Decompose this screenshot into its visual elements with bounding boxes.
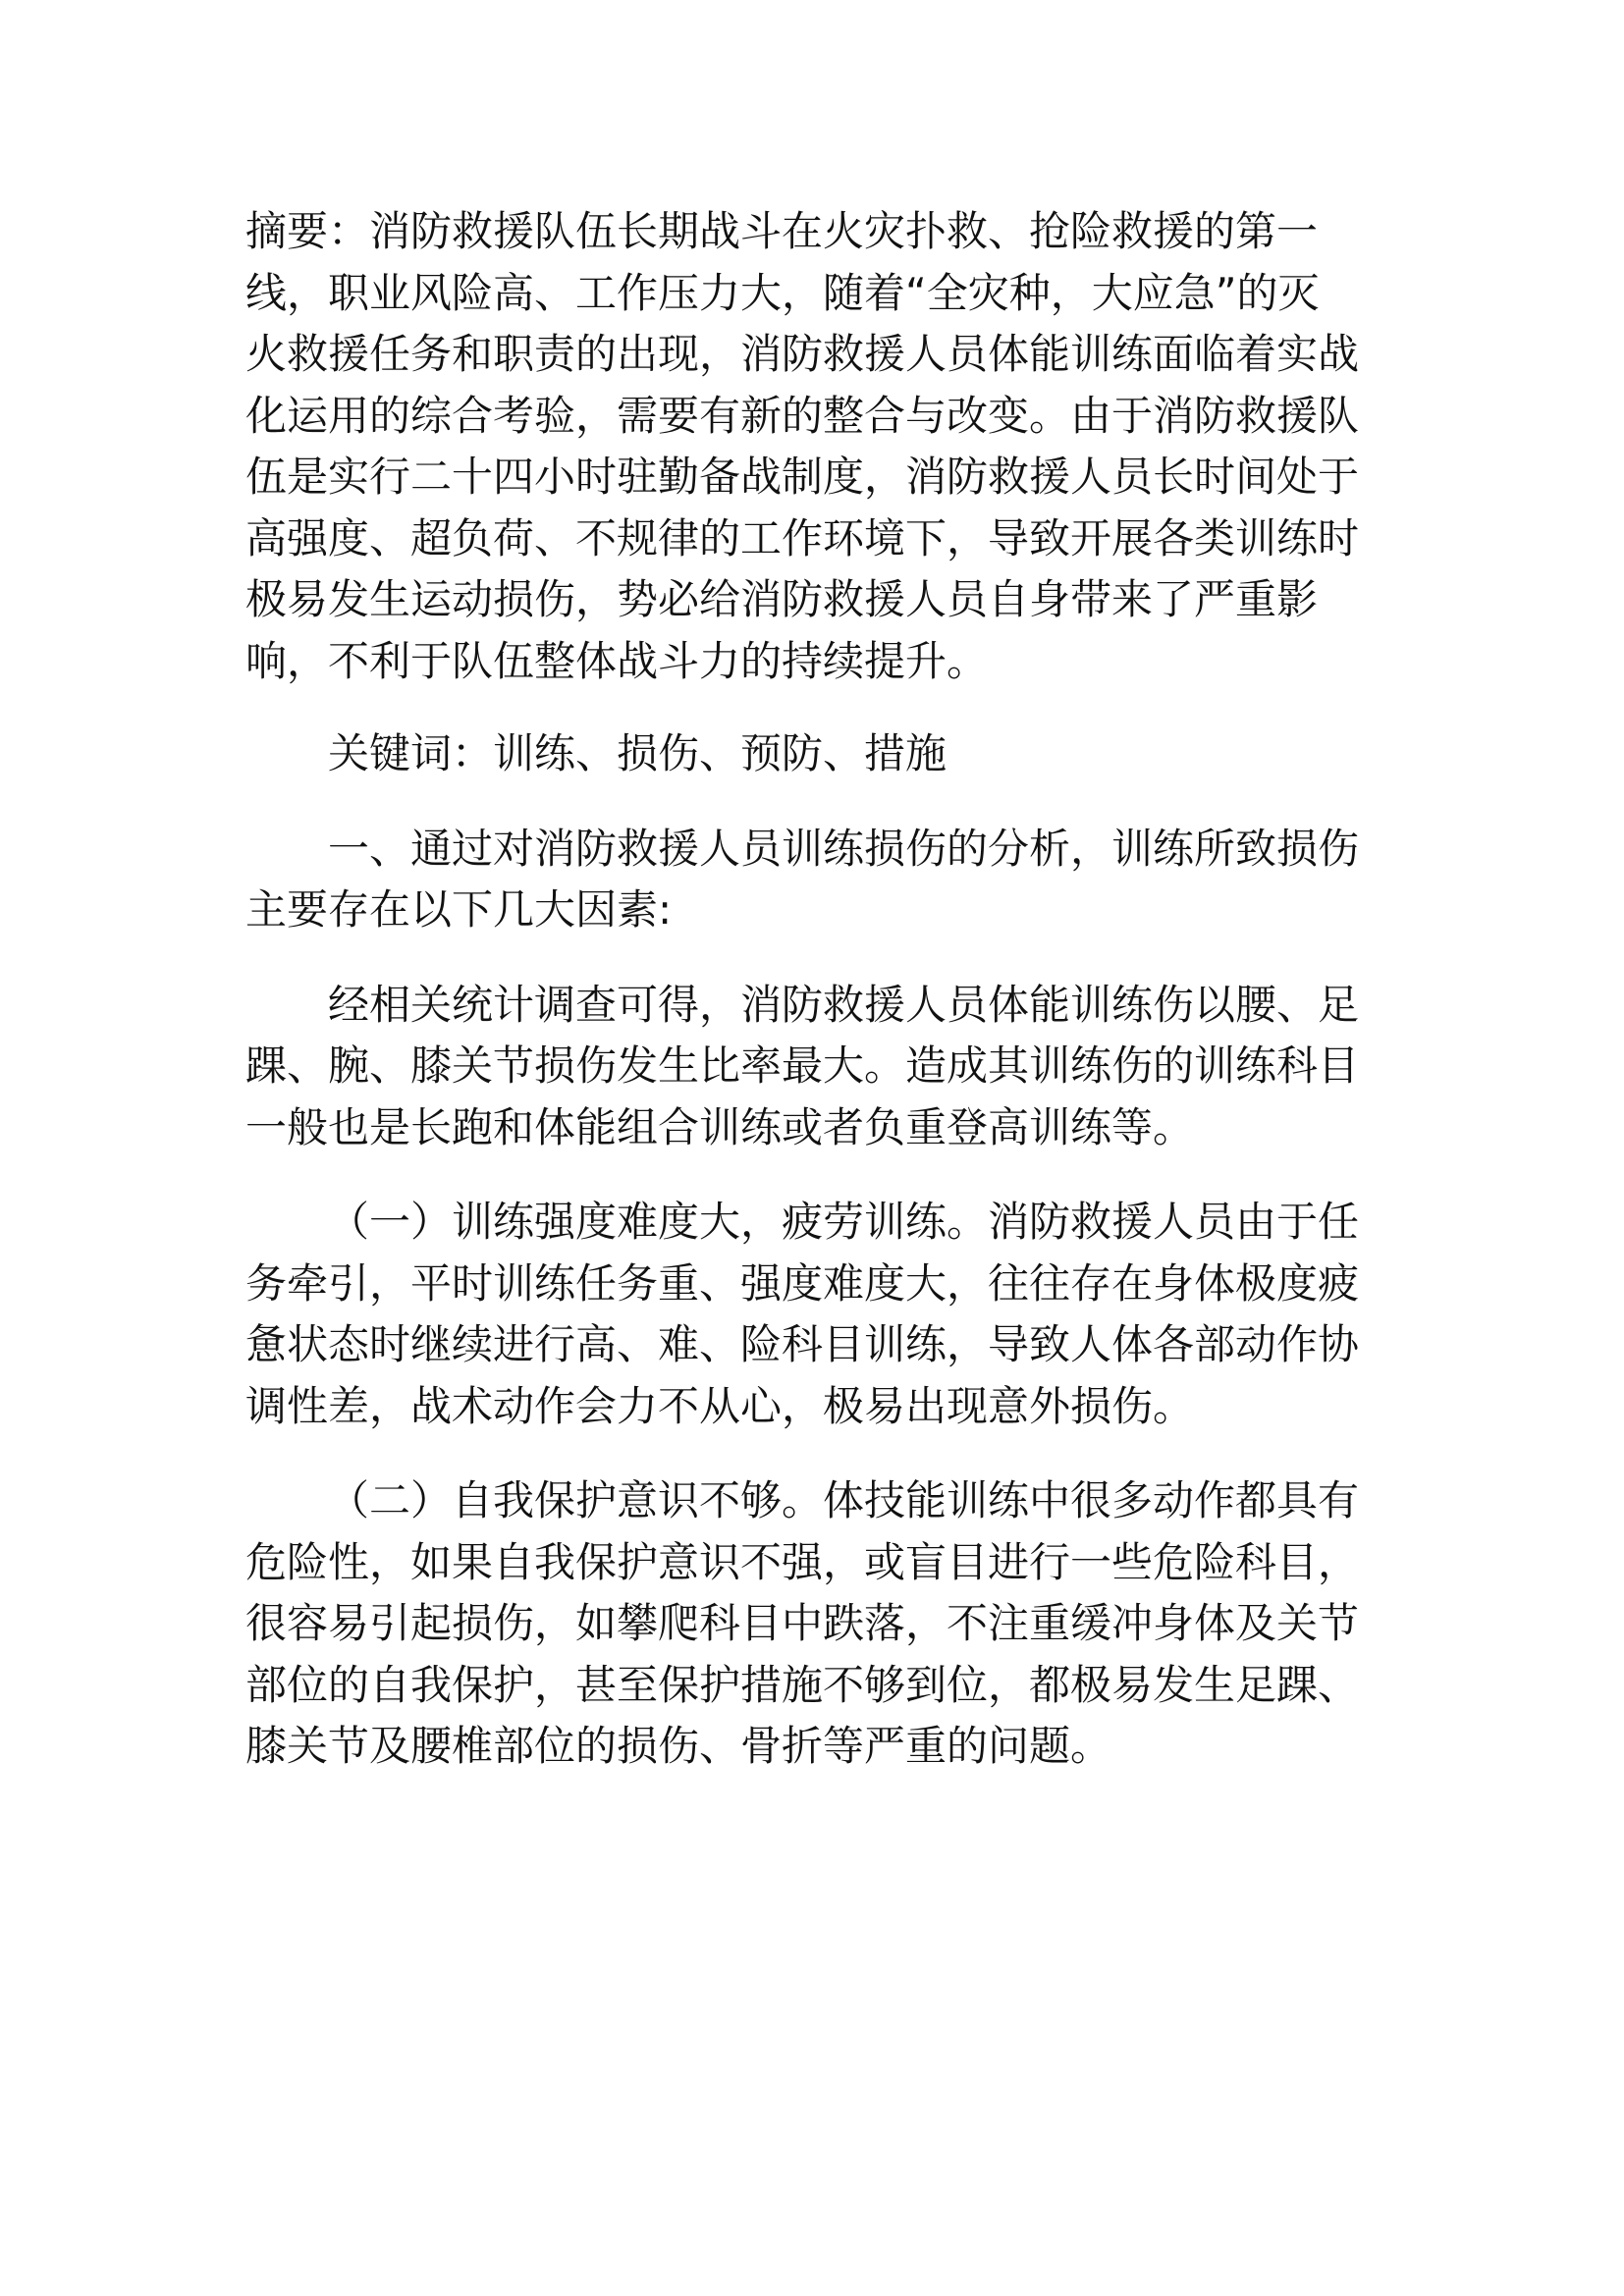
keywords-paragraph: 关键词：训练、损伤、预防、措施	[328, 729, 947, 777]
document-body	[245, 201, 1360, 1778]
section-heading: 一、通过对消防救援人员训练损伤的分析，训练所致损伤主要存在以下几大因素:	[245, 824, 1360, 934]
abstract-paragraph: 摘要：消防救援队伍长期战斗在火灾扑救、抢险救援的第一线，职业风险高、工作压力大，随着“全灾种，大应急”的灭火救援任务和职责的出现，消防救援人员体能训练面临着实战化运用的综合考验，需要有新的整合与改变。由于消防救援队伍是实行二十四小时驻勤备战制度，消防救援人员长时间处于高强度、超负荷、不规律的工作环境下，导致开展各类训练时极易发生运动损伤，势必给消防救援人员自身带来了严重影响，不利于队伍整体战斗力的持续提升。	[245, 207, 1360, 685]
list-item-paragraph: （二）自我保护意识不够。体技能训练中很多动作都具有危险性，如果自我保护意识不强，或盲目进行一些危险科目，很容易引起损伤，如攀爬科目中跌落，不注重缓冲身体及关节部位的自我保护，甚至保护措施不够到位，都极易发生足踝、膝关节及腰椎部位的损伤、骨折等严重的问题。	[245, 1476, 1360, 1770]
list-item-paragraph: （一）训练强度难度大，疲劳训练。消防救援人员由于任务牵引，平时训练任务重、强度难度大，往往存在身体极度疲惫状态时继续进行高、难、险科目训练，导致人体各部动作协调性差，战术动作会力不从心，极易出现意外损伤。	[245, 1198, 1360, 1430]
section-intro-paragraph: 经相关统计调查可得，消防救援人员体能训练伤以腰、足踝、腕、膝关节损伤发生比率最大。造成其训练伤的训练科目一般也是长跑和体能组合训练或者负重登高训练等。	[245, 980, 1360, 1151]
